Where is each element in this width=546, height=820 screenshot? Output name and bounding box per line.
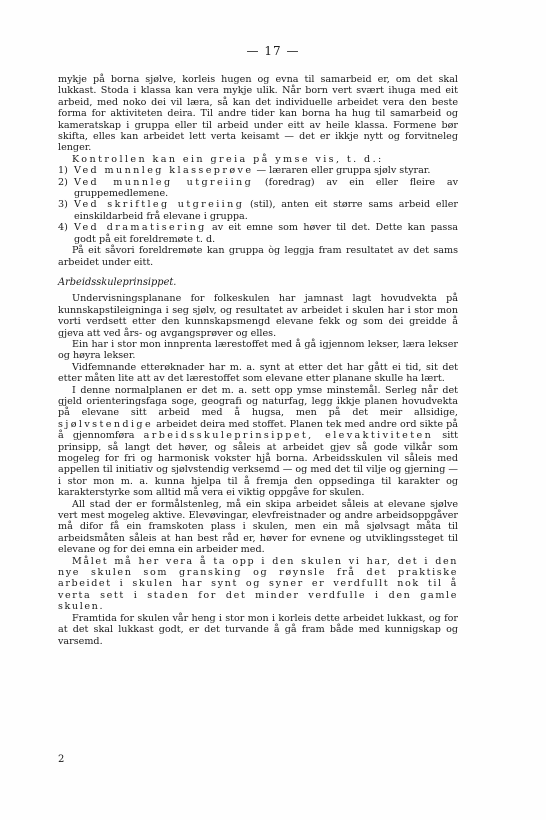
- paragraph-6-spaced: Målet må her vera å ta opp i den skulen vi har, det i den nye skulen som gransking og røynsle frå det praktiske arbeidet i skulen har synt og syner er verdfullt nok til å verta sett i staden for det minder verdfulle i den gamle skulen.: [58, 555, 458, 613]
- list-item-term: Ved dramatisering: [74, 222, 207, 234]
- list-item-text: — læraren eller gruppa sjølv styrar.: [253, 165, 431, 177]
- list-item: [58, 222, 458, 245]
- page-header-number: — 17 —: [246, 44, 300, 58]
- page-body: [58, 74, 458, 647]
- list-item: [58, 165, 458, 176]
- paragraph-4-text-a: I denne normalplanen er det m. a. sett opp ymse minstemål. Serleg når det gjeld orienteringsfaga soge, geografi og naturfag, legg ikkje planen hovudvekta på elevane sitt arbeid med å hugsa, men på det meir allsidige,: [58, 384, 458, 419]
- intro-paragraph: mykje på borna sjølve, korleis hugen og evna til samarbeid er, om det skal lukkast. Stoda i klassa kan vera mykje ulik. Når born vert svært ihuga med eit arbeid, med noko dei vil læra, så kan det individuelle arbeidet vera den beste forma for aktiviteten deira. Til andre tider kan borna ha hug til samarbeid og kameratskap i gruppa eller til arbeid under eitt av heile klassa. Formene bør skifta, elles kan arbeidet lett verta keisamt — det er ikkje nytt og forvitneleg lenger.: [58, 74, 458, 154]
- list-item-number: 2): [58, 176, 68, 188]
- paragraph-5: All stad der er formålstenleg, må ein skipa arbeidet såleis at elevane sjølve vert mest mogeleg aktive. Elevøvingar, elevfreistnader og andre arbeidsoppgåver må difor få ein framskoten plass i skulen, men ein må sjølvsagt måta til arbeidsmåten såleis at han best råd er, høver for evnene og utviklingssteget til elevane og for dei emna ein arbeider med.: [58, 498, 458, 556]
- section-heading: Arbeidsskuleprinsippet.: [58, 276, 177, 288]
- foreldremote-paragraph: På eit såvori foreldremøte kan gruppa òg leggja fram resultatet av det sams arbeidet under eitt.: [58, 245, 458, 268]
- list-item-term: Ved munnleg utgreiing: [74, 176, 254, 188]
- list-item-term: Ved munnleg klasseprøve: [74, 165, 254, 177]
- list-item-text: (foredrag) av ein eller fleire av gruppemedlemene.: [74, 176, 458, 200]
- list-item-term: Ved skriftleg utgreiing: [74, 199, 245, 211]
- paragraph-7: Framtida for skulen vår heng i stor mon i korleis dette arbeidet lukkast, og for at det skal lukkast godt, er det turvande å gå fram både med kunnigskap og varsemd.: [58, 612, 458, 647]
- control-list: [58, 165, 458, 245]
- list-item: [58, 177, 458, 200]
- paragraph-4-text-b: arbeidet deira med stoffet. Planen tek med andre ord sikte på å gjennomføra: [58, 418, 458, 442]
- spaced-term-arbeidsskuleprinsippet: arbeidsskuleprinsippet, elevaktiviteten: [143, 430, 434, 442]
- paragraph-2: Ein har i stor mon innprenta lærestoffet med å gå igjennom lekser, læra lekser og høyra lekser.: [58, 338, 458, 362]
- list-item-number: 4): [58, 222, 68, 234]
- list-item: [58, 199, 458, 222]
- list-item-text: (stil), anten eit større sams arbeid eller einskildarbeid frå elevane i gruppa.: [74, 199, 458, 222]
- control-intro: Kontrollen kan ein greia på ymse vis, t. d.:: [72, 153, 384, 165]
- list-item-text: av eit emne som høver til det. Dette kan passa godt på eit foreldremøte t. d.: [74, 222, 458, 245]
- spaced-term-sjolvstendige: sjølvstendige: [58, 418, 154, 430]
- paragraph-4-text-c: sitt prinsipp, så langt det høver, og såleis at arbeidet gjev så gode vilkår som mogeleg for fri og harmonisk vokster hjå borna. Arbeidsskulen vil såleis med appellen til initiativ og sjølvstendig verksemd — og med det til vilje og gjerning — i stor mon m. a. kunna hjelpa til å fremja den oppsedinga til karakter og karakterstyrke som alltid må vera ei viktig oppgåve for skulen.: [58, 430, 458, 499]
- page-footer-number: 2: [58, 754, 65, 765]
- paragraph-4: [58, 385, 458, 499]
- list-item-number: 3): [58, 199, 68, 211]
- paragraph-1: Undervisningsplanane for folkeskulen har jamnast lagt hovudvekta på kunnskapstileigninga i seg sjølv, og resultatet av arbeidet i skulen har i stor mon vorti verdsett etter den kunnskapsmengd elevane fekk og som dei greidde å gjeva att ved års- og avgangsprøver og elles.: [58, 293, 458, 339]
- paragraph-3: Vidfemnande etterøknader har m. a. synt at etter det har gått ei tid, sit det etter måten lite att av det lærestoffet som elevane etter planane skulle ha lært.: [58, 361, 458, 385]
- list-item-number: 1): [58, 165, 68, 177]
